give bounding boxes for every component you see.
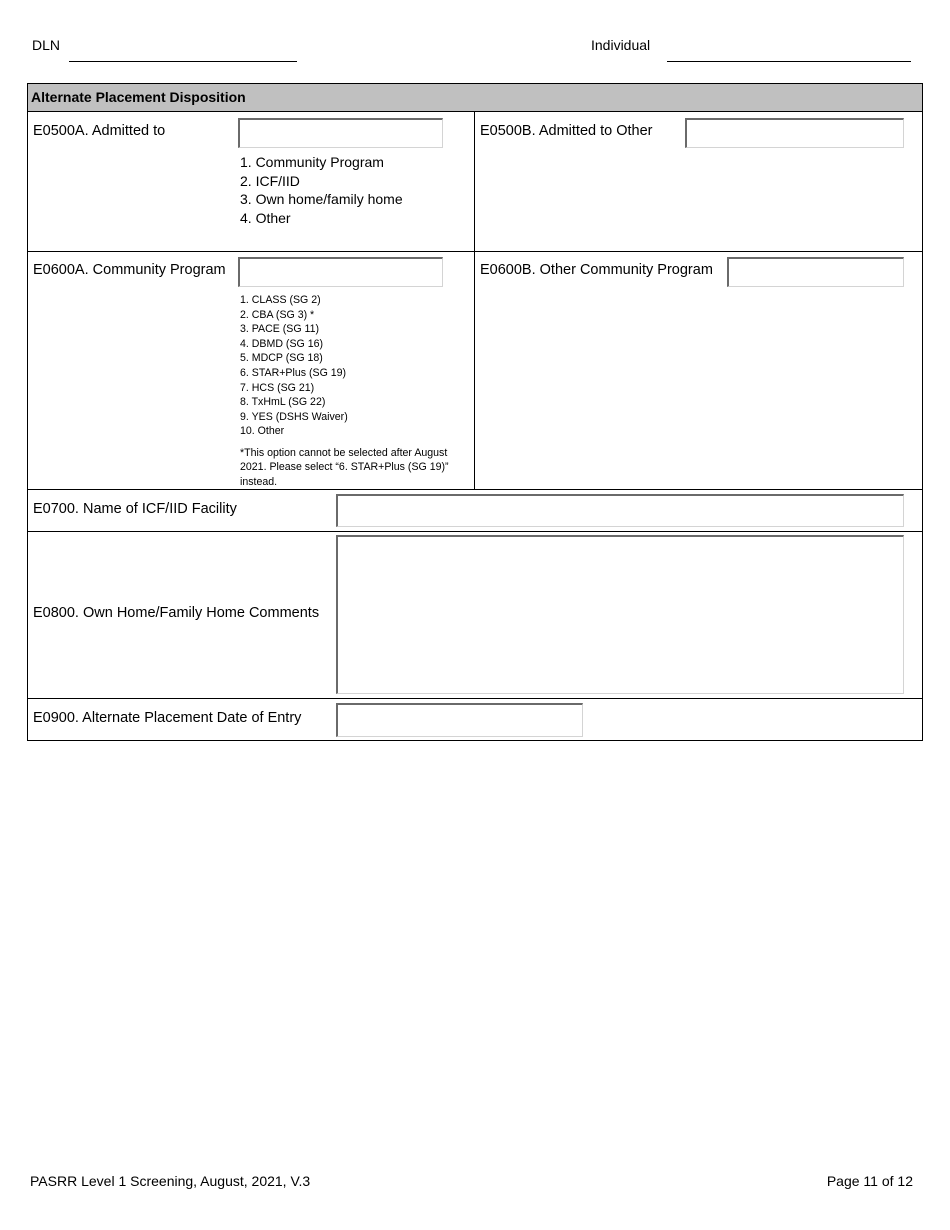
e0700-label: E0700. Name of ICF/IID Facility	[33, 501, 237, 517]
e0500a-options	[240, 153, 403, 227]
individual-field[interactable]	[667, 61, 911, 62]
e0800-label: E0800. Own Home/Family Home Comments	[33, 605, 320, 621]
e0500b-label: E0500B. Admitted to Other	[480, 123, 653, 139]
e0900-date-input[interactable]	[336, 703, 583, 737]
e0500a-label: E0500A. Admitted to	[33, 123, 166, 139]
divider	[474, 112, 475, 490]
e0500b-input[interactable]	[685, 118, 904, 148]
section-title: Alternate Placement Disposition	[28, 84, 922, 112]
e0600a-label: E0600A. Community Program	[33, 262, 226, 278]
form-name: PASRR Level 1 Screening, August, 2021, V.3	[30, 1173, 311, 1189]
e0600a-note: *This option cannot be selected after August 2021. Please select “6. STAR+Plus (SG 19)” instead.	[240, 447, 449, 488]
option-item: 1. CLASS (SG 2)	[240, 294, 321, 306]
e0600a-input[interactable]	[238, 257, 443, 287]
e0900-label: E0900. Alternate Placement Date of Entry	[33, 710, 302, 726]
option-item: 9. YES (DSHS Waiver)	[240, 410, 348, 423]
option-item: 4. Other	[240, 209, 291, 226]
page-number: Page 11 of 12	[826, 1173, 913, 1189]
option-item: 4. DBMD (SG 16)	[240, 337, 324, 350]
e0600b-input[interactable]	[727, 257, 904, 287]
option-item: 5. MDCP (SG 18)	[240, 352, 323, 365]
divider	[28, 489, 922, 490]
alternate-placement-form	[27, 83, 923, 741]
option-item: 10. Other	[240, 425, 285, 438]
option-item: 8. TxHmL (SG 22)	[240, 396, 326, 409]
option-item: 2. ICF/IID	[240, 172, 300, 189]
option-item: 3. Own home/family home	[240, 191, 403, 207]
divider	[28, 698, 922, 699]
divider	[28, 251, 922, 252]
e0500a-input[interactable]	[238, 118, 443, 148]
e0600b-label: E0600B. Other Community Program	[480, 262, 713, 278]
dln-label: DLN	[32, 37, 61, 53]
e0700-input[interactable]	[336, 494, 904, 527]
divider	[28, 531, 922, 532]
option-item: 6. STAR+Plus (SG 19)	[240, 366, 347, 379]
option-item: 2. CBA (SG 3) *	[240, 308, 315, 321]
e0600a-options	[240, 293, 348, 439]
individual-label: Individual	[591, 37, 651, 53]
e0800-textarea[interactable]	[336, 535, 904, 694]
option-item: 3. PACE (SG 11)	[240, 323, 320, 336]
option-item: 1. Community Program	[240, 154, 384, 170]
option-item: 7. HCS (SG 21)	[240, 381, 315, 394]
dln-field[interactable]	[69, 61, 297, 62]
